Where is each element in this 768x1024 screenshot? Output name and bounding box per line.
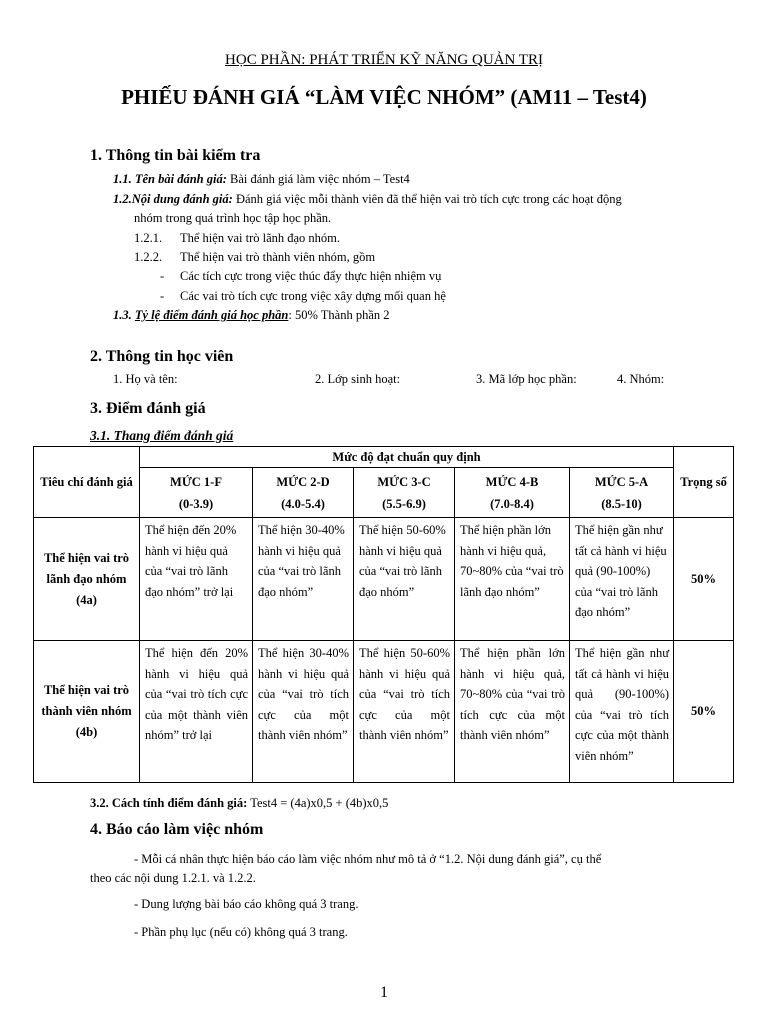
criterion-4b: Thể hiện vai trò thành viên nhóm (4b) [34,641,140,783]
item-1-2: 1.2.Nội dung đánh giá: Đánh giá việc mỗi thành viên đã thể hiện vai trò tích cực trong các hoạt động [113,192,622,206]
weight-4b: 50% [674,641,734,783]
item-1-2-1: 1.2.1. Thể hiện vai trò lãnh đạo nhóm. [134,231,341,245]
report-paragraph-1-cont: theo các nội dung 1.2.1. và 1.2.2. [90,871,256,885]
item-1-3: 1.3. Tỷ lệ điểm đánh giá học phần: 50% Thành phần 2 [113,308,390,322]
level-1-header: MỨC 1-F (0-3.9) [140,468,253,518]
cell-4a-level-2: Thể hiện 30-40% hành vi hiệu quả của “vai trò lãnh đạo nhóm” [253,518,354,641]
report-paragraph-2: - Dung lượng bài báo cáo không quá 3 trang. [134,897,359,911]
level-3-header: MỨC 3-C (5.5-6.9) [354,468,455,518]
cell-4a-level-5: Thể hiện gần như tất cả hành vi hiệu quả (90-100%) của “vai trò lãnh đạo nhóm” [570,518,674,641]
field-course-code: 3. Mã lớp học phần: [476,372,577,386]
levels-header: Mức độ đạt chuẩn quy định [140,447,674,468]
section-2-heading: 2. Thông tin học viên [90,348,234,365]
document-title: PHIẾU ĐÁNH GIÁ “LÀM VIỆC NHÓM” (AM11 – Test4) [121,85,647,109]
report-paragraph-1: - Mỗi cá nhân thực hiện báo cáo làm việc nhóm như mô tả ở “1.2. Nội dung đánh giá”, cụ thể [134,852,602,866]
criteria-header: Tiêu chí đánh giá [34,447,140,518]
cell-4a-level-4: Thể hiện phần lớn hành vi hiệu quả, 70~80% của “vai trò lãnh đạo nhóm” [455,518,570,641]
item-1-2-2: 1.2.2. Thể hiện vai trò thành viên nhóm, gồm [134,250,376,264]
rubric-table [33,446,734,783]
cell-4b-level-5: Thể hiện gần như tất cả hành vi hiệu quả (90-100%) của “vai trò tích cực của một thành viên nhóm” [570,641,674,783]
cell-4b-level-3: Thể hiện 50-60% hành vi hiệu quả của “vai trò tích cực của một thành viên nhóm” [354,641,455,783]
section-1-heading: 1. Thông tin bài kiểm tra [90,147,261,164]
cell-4a-level-3: Thể hiện 50-60% hành vi hiệu quả của “vai trò lãnh đạo nhóm” [354,518,455,641]
course-title: HỌC PHẦN: PHÁT TRIỂN KỸ NĂNG QUẢN TRỊ [225,52,543,68]
field-full-name: 1. Họ và tên: [113,372,178,386]
level-4-header: MỨC 4-B (7.0-8.4) [455,468,570,518]
report-paragraph-3: - Phần phụ lục (nếu có) không quá 3 trang. [134,925,348,939]
bullet-relations: - Các vai trò tích cực trong việc xây dựng mối quan hệ [160,289,446,303]
table-row-4b [34,641,734,783]
weight-header: Trọng số [674,447,734,518]
section-3-heading: 3. Điểm đánh giá [90,400,206,417]
bullet-tasks: - Các tích cực trong việc thúc đẩy thực hiện nhiệm vụ [160,269,442,283]
cell-4a-level-1: Thể hiện đến 20% hành vi hiệu quả của “vai trò lãnh đạo nhóm” trở lại [140,518,253,641]
table-row-4a [34,518,734,641]
weight-4a: 50% [674,518,734,641]
level-5-header: MỨC 5-A (8.5-10) [570,468,674,518]
item-1-2-continued: nhóm trong quá trình học tập học phần. [134,211,332,225]
subsection-3-2: 3.2. Cách tính điểm đánh giá: Test4 = (4a)x0,5 + (4b)x0,5 [90,796,389,810]
field-group: 4. Nhóm: [617,372,665,386]
page-number: 1 [380,984,388,1001]
cell-4b-level-1: Thể hiện đến 20% hành vi hiệu quả của “vai trò tích cực của một thành viên nhóm” trở lại [140,641,253,783]
cell-4b-level-4: Thể hiện phần lớn hành vi hiệu quả, 70~80% của “vai trò tích cực của một thành viên nhóm” [455,641,570,783]
section-4-heading: 4. Báo cáo làm việc nhóm [90,821,264,838]
subsection-3-1: 3.1. Thang điểm đánh giá [90,428,234,443]
cell-4b-level-2: Thể hiện 30-40% hành vi hiệu quả của “vai trò tích cực của một thành viên nhóm” [253,641,354,783]
item-1-1: 1.1. Tên bài đánh giá: Bài đánh giá làm việc nhóm – Test4 [113,172,410,186]
level-2-header: MỨC 2-D (4.0-5.4) [253,468,354,518]
criterion-4a: Thể hiện vai trò lãnh đạo nhóm (4a) [34,518,140,641]
field-class: 2. Lớp sinh hoạt: [315,372,401,386]
